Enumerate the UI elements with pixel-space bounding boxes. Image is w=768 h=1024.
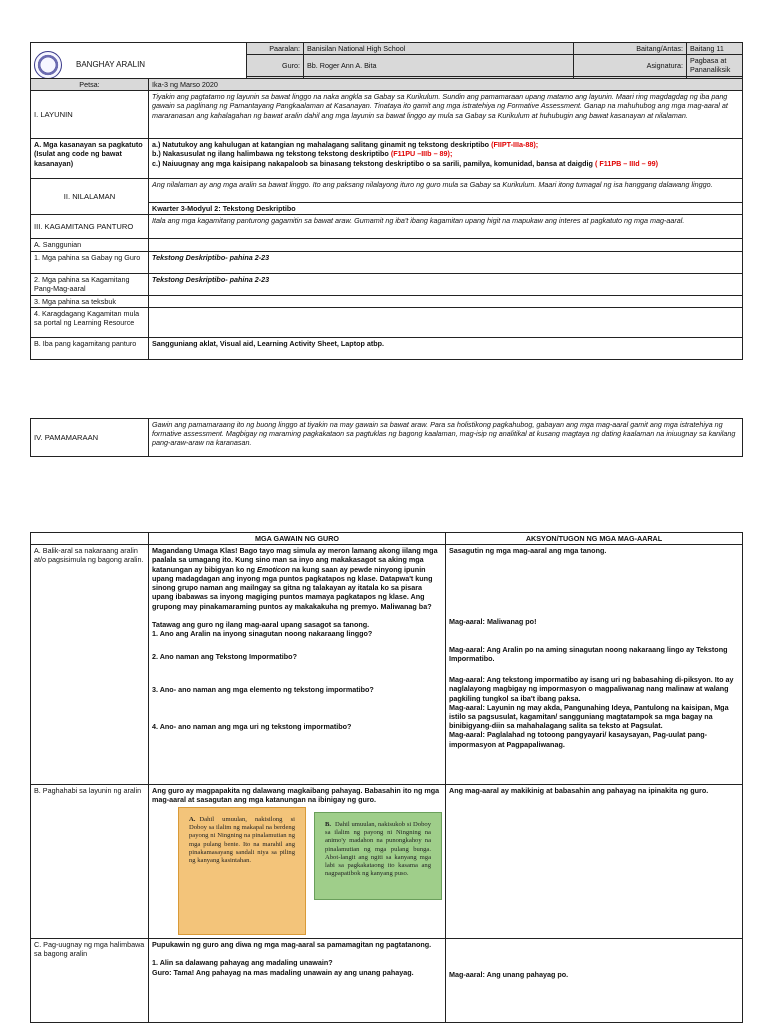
kagamitan-text: Itala ang mga kagamitang panturong gagamitin sa bawat araw. Gumamit ng iba't ibang kagamitan upang higit na mapukaw ang interes at pagkatuto ng mga mag-aaral. — [149, 215, 743, 239]
question-1: 1. Ano ang Aralin na inyong sinagutan noong nakaraang linggo? — [152, 628, 373, 638]
col-header-guro: MGA GAWAIN NG GURO — [149, 533, 446, 545]
deped-seal-icon — [34, 51, 62, 79]
guro-label: Guro: — [247, 55, 304, 76]
baitang-value: Baitang 11 — [687, 43, 743, 55]
step-a-guro — [149, 545, 446, 785]
nilalaman-modyul: Kwarter 3-Modyul 2: Tekstong Deskriptibo — [149, 203, 743, 215]
step-b-tugon: Ang mag-aaral ay makikinig at babasahin ang pahayag na ipinakita ng guro. — [446, 785, 743, 939]
kasanayan-item: b.) Nakasusulat ng ilang halimbawa ng tekstong tekstong deskriptibo (F11PU –IIIb – 89); — [152, 149, 453, 159]
gawain-table — [30, 532, 743, 1023]
col-header-magaaral: AKSYON/TUGON NG MGA MAG-AARAL — [446, 533, 743, 545]
step-c-answer: Mag-aaral: Ang unang pahayag po. — [449, 970, 569, 980]
gabay-guro-label: 1. Mga pahina sa Gabay ng Guro — [31, 251, 149, 273]
iba-pang-kagamitan-label: B. Iba pang kagamitang panturo — [31, 337, 149, 359]
step-b-guro: Ang guro ay magpapakita ng dalawang magkaibang pahayag. Babasahin ito ng mga mag-aaral at sasagutan ang mga katanungan na ibinigay ng guro. — [149, 785, 446, 939]
teksbuk-label: 3. Mga pahina sa teksbuk — [31, 295, 149, 307]
iba-pang-kagamitan-value: Sangguniang aklat, Visual aid, Learning Activity Sheet, Laptop atbp. — [149, 337, 743, 359]
nilalaman-label: II. NILALAMAN — [31, 179, 149, 215]
plan-table — [30, 78, 743, 360]
layunin-label: I. LAYUNIN — [31, 91, 149, 139]
sanggunian-label: A. Sanggunian — [31, 239, 149, 251]
tugon-3: Mag-aaral: Ang Aralin po na aming sinagutan noong nakaraang lingo ay Tekstong Impormatibo. — [449, 644, 728, 663]
card-a-tag: A. — [189, 816, 196, 823]
tugon-6: Mag-aaral: Paglalahad ng totoong pangyayari/ kasaysayan, Pag-uulat pang-impormasyon at Pagpapaliwanag. — [449, 730, 708, 749]
step-c-tugon — [446, 939, 743, 1023]
paaralan-label: Paaralan: — [247, 43, 304, 55]
card-b-tag: B. — [325, 821, 332, 828]
kagamitan-label: III. KAGAMITANG PANTURO — [31, 215, 149, 239]
layunin-text: Tiyakin ang pagtatamo ng layunin sa bawat linggo na naka angkla sa Gabay sa Kurikulum. Sundin ang pamamaraan upang matamo ang layunin. Maari ring magdagdag ng iba pang gawain sa paglinang ng Pamantayang Pangkaalaman at Kasanayan. Tinataya ito gamit ang mga istratehiya ng Formative Assessment. Ganap na mahuhubog ang mga mag-aaral at mararanasan ang kahalagahan ng bawat aralin dahil ang mga layunin sa bawat linggo ay mula sa Gabay sa Kurikulum at huhubugin ang bawat kasanayan at nilalaman. — [149, 91, 743, 139]
kasanayan-label: A. Mga kasanayan sa pagkatuto (Isulat ang code ng bawat kasanayan) — [31, 139, 149, 179]
step-a-intro: Magandang Umaga Klas! Bago tayo mag simula ay meron lamang akong iilang mga paalala sa umagang ito. Kung sino man sa inyo ang makakasagot sa aking mga katanungan ay bibigyan ko ng Emoticon na kung saan ay pewde ninyong ipunin upang madagdagan ang inyong mga puntos pagkatapos ng klase. Datapwa't kung sinong grupo naman ang mailngay sa gitna ng talakayan ay itatala ko sa pisara upang ibabawas sa inyong magiging puntos mamaya pagkatapos ng klase. Ang grupong may pinakamaraming puntos ay makakakuha ng premyo. Maliwanag ba? — [152, 546, 438, 611]
portal-label: 4. Karagdagang Kagamitan mula sa portal ng Learning Resource — [31, 307, 149, 337]
step-c-question: 1. Alin sa dalawang pahayag ang madaling unawain? — [152, 958, 333, 968]
petsa-label: Petsa: — [31, 79, 149, 91]
tugon-2: Mag-aaral: Maliwanag po! — [449, 617, 537, 627]
question-4: 4. Ano- ano naman ang mga uri ng tekstong impormatibo? — [152, 721, 352, 731]
sample-text-a-card — [178, 807, 306, 935]
competency-code: (F11PU –IIIb – 89); — [390, 149, 453, 159]
question-2: 2. Ano naman ang Tekstong Impormatibo? — [152, 652, 297, 662]
guro-value: Bb. Roger Ann A. Bita — [304, 55, 574, 76]
question-3: 3. Ano- ano naman ang mga elemento ng tekstong impormatibo? — [152, 685, 374, 695]
kasanayan-item: c.) Naiuugnay ang mga kaisipang nakapaloob sa binasang tekstong deskriptibo o sa sarili, pamilya, komunidad, bansa at daigdig ( F11PB – IIId – 99) — [152, 158, 659, 168]
step-c-guro — [149, 939, 446, 1023]
gawain-corner — [31, 533, 149, 545]
competency-code: (FIIPT-IIIa-88); — [491, 140, 539, 150]
page-title: BANGHAY ARALIN — [76, 60, 146, 70]
teksbuk-value — [149, 295, 743, 307]
baitang-label: Baitang/Antas: — [574, 43, 687, 55]
step-a-tugon — [446, 545, 743, 785]
asignatura-label: Asignatura: — [574, 55, 687, 76]
pamamaraan-text: Gawin ang pamamaraang ito ng buong linggo at tiyakin na may gawain sa bawat araw. Para sa holistikong pagkahubog, gabayan ang mga mag-aaral gamit ang mga istratehiya ng formative assessment. Magbigay ng maraming pagkakataon sa pagtuklas ng bagong kaalaman, mag-isip ng analitikal at kusang magtaya ng dating kaalaman na iniuugnay sa kanilang pang-araw-araw na karanasan. — [149, 419, 743, 457]
tugon-4: Mag-aaral: Ang tekstong impormatibo ay isang uri ng babasahing di-piksyon. Ito ay naglalayong magbigay ng impormasyon o magpaliwanag nang malinaw at walang pagkiling tungkol sa iba't ibang paksa. — [449, 675, 734, 703]
kasanayan-item: a.) Natutukoy ang kahulugan at katangian ng mahalagang salitang ginamit ng tekstong deskriptibo (FIIPT-IIIa-88); — [152, 140, 539, 150]
pamamaraan-label: IV. PAMAMARAAN — [31, 419, 149, 457]
competency-code: ( F11PB – IIId – 99) — [594, 158, 659, 168]
card-a-text: Dahil umuulan, nakisilong si Doboy sa ilalim ng makapal na berdeng payong ni Ningning na pinalamutian ng mga pulang bente. Ito na marahil ang pinakamasayang sandali niya sa piling ng kanyang kasintahan. — [189, 816, 295, 865]
nilalaman-text: Ang nilalaman ay ang mga aralin sa bawat linggo. Ito ang paksang nilalayong ituro ng guro mula sa Gabay sa Kurikulum. Maari itong tumagal ng isa hanggang dalawang linggo. — [149, 179, 743, 203]
kagamitang-magaaral-value: Tekstong Deskriptibo- pahina 2-23 — [149, 273, 743, 295]
step-a-tatawag: Tatawag ang guro ng ilang mag-aaral upang sasagot sa tanong. — [152, 619, 370, 629]
sanggunian-value — [149, 239, 743, 251]
kasanayan-list — [149, 139, 743, 179]
tugon-5: Mag-aaral: Layunin ng may akda, Pangunahing Ideya, Pantulong na kaisipan, Mga istilo sa pagsusulat, kagamitan/ sangguniang magtatampok sa mga bagay na binibigyang-diin sa mahahalagang salita sa teksto at Pagsulat. — [449, 702, 729, 731]
step-b-label: B. Paghahabi sa layunin ng aralin — [31, 785, 149, 939]
step-c-feedback: Guro: Tama! Ang pahayag na mas madaling unawain ay ang unang pahayag. — [152, 967, 414, 977]
gabay-guro-value: Tekstong Deskriptibo- pahina 2-23 — [149, 251, 743, 273]
pamamaraan-table — [30, 418, 743, 457]
portal-value — [149, 307, 743, 337]
step-a-label: A. Balik-aral sa nakaraang aralin at/o pagsisimula ng bagong aralin. — [31, 545, 149, 785]
sample-text-b-card — [314, 812, 442, 900]
step-c-label: C. Pag-uugnay ng mga halimbawa sa bagong aralin — [31, 939, 149, 1023]
tugon-1: Sasagutin ng mga mag-aaral ang mga tanong. — [449, 546, 607, 556]
asignatura-value: Pagbasa at Pananaliksik — [687, 55, 743, 76]
kagamitang-magaaral-label: 2. Mga pahina sa Kagamitang Pang-Mag-aaral — [31, 273, 149, 295]
petsa-value: Ika-3 ng Marso 2020 — [149, 79, 743, 91]
card-b-text: Dahil umuulan, nakisukob si Doboy sa ilalim ng payong ni Ningning na animo'y madahon na punongkahoy na pinalamutian ng mga pulang bunga. Abot-langit ang ngiti sa kanyang mga labi sa pagkakataong ito kasama ang nagpapatibok ng kanyang puso. — [325, 821, 431, 878]
paaralan-value: Banisilan National High School — [304, 43, 574, 55]
step-c-intro: Pupukawin ng guro ang diwa ng mga mag-aaral sa pamamagitan ng pagtatanong. — [152, 940, 432, 950]
